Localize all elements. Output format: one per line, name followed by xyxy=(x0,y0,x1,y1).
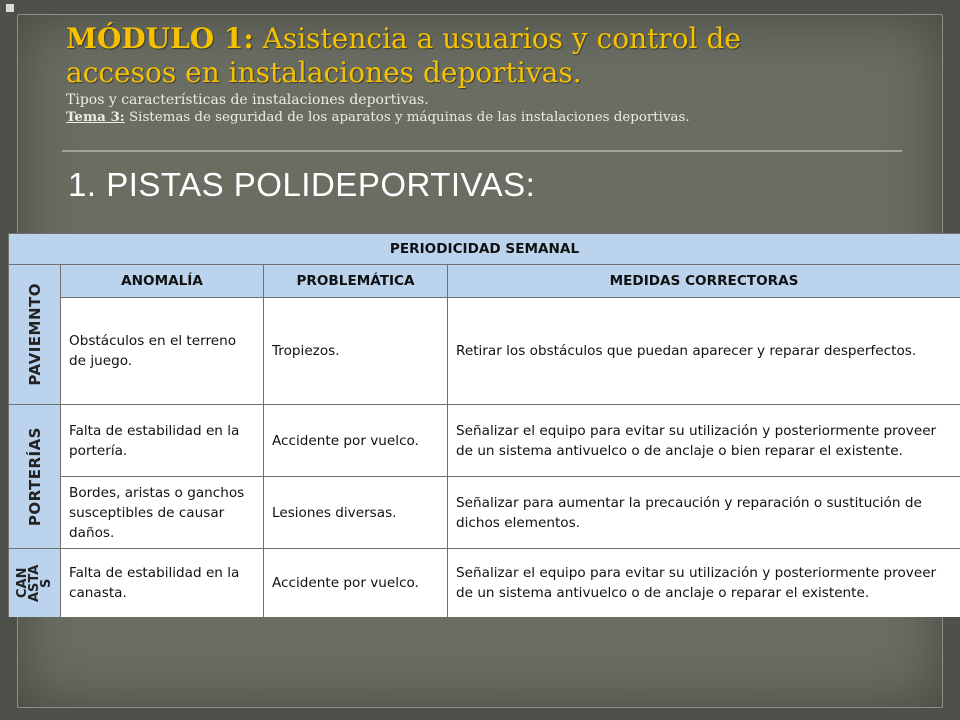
column-header-row xyxy=(9,265,960,298)
group-canastas xyxy=(9,549,61,618)
cell-medidas: Señalizar el equipo para evitar su utilización y posteriormente proveer de un sistema antivuelco o de anclaje o bien reparar el existente. xyxy=(448,405,960,477)
col-header-anomalia: ANOMALÍA xyxy=(61,265,264,298)
section-heading: 1. PISTAS POLIDEPORTIVAS: xyxy=(68,166,536,203)
cell-anomalia: Bordes, aristas o ganchos susceptibles de causar daños. xyxy=(61,477,264,549)
group-pavimento-label: PAVIEMNTO xyxy=(25,283,44,386)
group-pavimento xyxy=(9,265,61,405)
table-row xyxy=(9,298,960,405)
title-line-2 xyxy=(66,56,906,90)
topic-label: Tema 3: xyxy=(66,109,125,125)
group-porterias-label: PORTERÍAS xyxy=(25,426,44,527)
cell-medidas: Señalizar el equipo para evitar su utilización y posteriormente proveer de un sistema antivuelco o de anclaje o reparar el existente. xyxy=(448,549,960,618)
table-row xyxy=(9,405,960,477)
topic-text: Sistemas de seguridad de los aparatos y máquinas de las instalaciones deportivas. xyxy=(128,110,690,125)
title-block xyxy=(66,22,906,126)
period-row xyxy=(9,234,960,265)
corner-marker xyxy=(6,4,14,12)
subtitle: Tipos y características de instalaciones deportivas. xyxy=(66,92,429,108)
cell-problematica: Accidente por vuelco. xyxy=(264,405,448,477)
title-divider xyxy=(62,150,902,152)
cell-problematica: Tropiezos. xyxy=(264,298,448,405)
cell-medidas: Señalizar para aumentar la precaución y reparación o sustitución de dichos elementos. xyxy=(448,477,960,549)
inspection-table-image xyxy=(8,233,960,617)
inspection-table xyxy=(8,233,960,617)
table-row xyxy=(9,549,960,618)
group-canastas-label: CAN ASTA S xyxy=(14,564,54,602)
col-header-medidas: MEDIDAS CORRECTORAS xyxy=(448,265,960,298)
title-line-1 xyxy=(66,22,906,56)
cell-medidas: Retirar los obstáculos que puedan aparecer y reparar desperfectos. xyxy=(448,298,960,405)
module-title-line2: accesos en instalaciones deportivas. xyxy=(66,56,582,89)
cell-anomalia: Falta de estabilidad en la portería. xyxy=(61,405,264,477)
module-label: MÓDULO 1: xyxy=(66,22,254,55)
module-title-line1: Asistencia a usuarios y control de xyxy=(262,22,741,55)
cell-problematica: Lesiones diversas. xyxy=(264,477,448,549)
period-header: PERIODICIDAD SEMANAL xyxy=(9,234,960,265)
cell-anomalia: Falta de estabilidad en la canasta. xyxy=(61,549,264,618)
topic-line xyxy=(66,109,906,126)
table-row xyxy=(9,477,960,549)
group-porterias xyxy=(9,405,61,549)
col-header-problematica: PROBLEMÁTICA xyxy=(264,265,448,298)
cell-anomalia: Obstáculos en el terreno de juego. xyxy=(61,298,264,405)
cell-problematica: Accidente por vuelco. xyxy=(264,549,448,618)
